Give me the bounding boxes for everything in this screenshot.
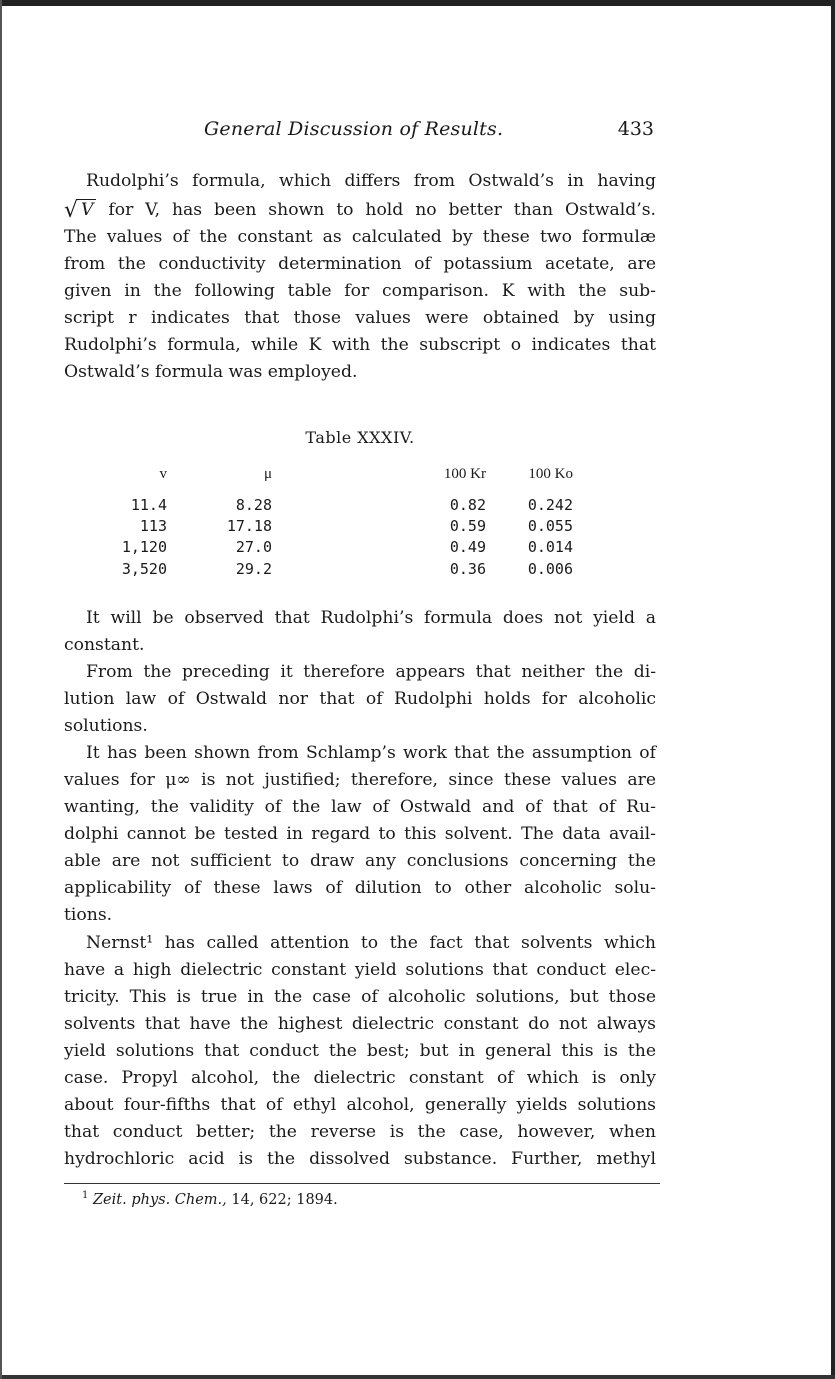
- cell-kr: 0.49: [449, 538, 486, 556]
- text-line: given in the following table for comparison. K with the sub-: [64, 281, 656, 301]
- text-line: From the preceding it therefore appears that neither the di-: [86, 662, 656, 682]
- table-row: [0, 496, 835, 518]
- cell-v: 3,520: [121, 560, 167, 578]
- page-edge-right: [831, 0, 835, 1379]
- paragraph-nernst: [64, 930, 656, 1173]
- cell-v: 113: [139, 517, 167, 535]
- cell-mu: 17.18: [226, 517, 272, 535]
- cell-mu: 29.2: [235, 560, 272, 578]
- column-header: 100 Ko: [528, 466, 573, 482]
- text-line: Rudolphi’s formula, while K with the subscript o indicates that: [64, 335, 656, 355]
- table-header-row: [0, 466, 835, 488]
- text-line: able are not sufficient to draw any conclusions concerning the: [64, 851, 656, 871]
- table-row: [0, 560, 835, 582]
- cell-ko: 0.242: [527, 496, 573, 514]
- cell-ko: 0.006: [527, 560, 573, 578]
- column-header: 100 Kr: [443, 466, 486, 482]
- text-line: The values of the constant as calculated by these two formulæ: [64, 227, 656, 247]
- text-line: solutions.: [64, 716, 148, 736]
- cell-v: 1,120: [121, 538, 167, 556]
- cell-mu: 8.28: [235, 496, 272, 514]
- text-line: dolphi cannot be tested in regard to this solvent. The data avail-: [64, 824, 656, 844]
- text-line-rest: for V, has been shown to hold no better than Ostwald’s.: [108, 200, 656, 220]
- text-line: lution law of Ostwald nor that of Rudolphi holds for alcoholic: [64, 689, 656, 709]
- text-line: about four-fifths that of ethyl alcohol, generally yields solutions: [64, 1095, 656, 1115]
- cell-kr: 0.82: [449, 496, 486, 514]
- column-header: v: [159, 466, 167, 482]
- paragraph-rudolphi-formula: [64, 168, 656, 386]
- text-line: [64, 195, 656, 224]
- text-line: hydrochloric acid is the dissolved substance. Further, methyl: [64, 1149, 656, 1169]
- text-line: Rudolphi’s formula, which differs from Ostwald’s in having: [86, 171, 656, 191]
- text-line: It has been shown from Schlamp’s work that the assumption of: [86, 743, 656, 763]
- page-edge-bottom: [0, 1375, 835, 1379]
- running-title: General Discussion of Results.: [204, 118, 504, 140]
- text-line: Ostwald’s formula was employed.: [64, 362, 358, 382]
- text-line: Nernst¹ has called attention to the fact that solvents which: [86, 933, 656, 953]
- table-row: [0, 517, 835, 539]
- text-line: tricity. This is true in the case of alcoholic solutions, but those: [64, 987, 656, 1007]
- page-edge-top: [0, 0, 835, 6]
- cell-v: 11.4: [130, 496, 167, 514]
- cell-ko: 0.014: [527, 538, 573, 556]
- paragraph-observation: [64, 605, 656, 659]
- text-line: have a high dielectric constant yield solutions that conduct elec-: [64, 960, 656, 980]
- text-line: constant.: [64, 635, 145, 655]
- square-root-expression: √ V: [64, 195, 96, 224]
- text-line: It will be observed that Rudolphi’s formula does not yield a: [86, 608, 656, 628]
- text-line: yield solutions that conduct the best; but in general this is the: [64, 1041, 656, 1061]
- paragraph-dilution-law: [64, 659, 656, 740]
- footnote-marker: 1: [82, 1190, 89, 1201]
- footnote-source: Zeit. phys. Chem.,: [92, 1191, 227, 1208]
- cell-kr: 0.36: [449, 560, 486, 578]
- text-line: values for μ∞ is not justified; therefore, since these values are: [64, 770, 656, 790]
- footnote: [82, 1190, 338, 1208]
- column-header: μ: [263, 466, 272, 482]
- footnote-divider: [64, 1183, 660, 1184]
- text-line: solvents that have the highest dielectric constant do not always: [64, 1014, 656, 1034]
- cell-ko: 0.055: [527, 517, 573, 535]
- text-line: from the conductivity determination of potassium acetate, are: [64, 254, 656, 274]
- cell-kr: 0.59: [449, 517, 486, 535]
- table-caption: Table XXXIV.: [305, 428, 415, 447]
- cell-mu: 27.0: [235, 538, 272, 556]
- text-line: case. Propyl alcohol, the dielectric constant of which is only: [64, 1068, 656, 1088]
- table-row: [0, 538, 835, 560]
- page-edge-left: [0, 0, 2, 1379]
- footnote-citation: 14, 622; 1894.: [231, 1191, 338, 1208]
- page-header: [64, 118, 656, 146]
- text-line: applicability of these laws of dilution to other alcoholic solu-: [64, 878, 656, 898]
- text-line: tions.: [64, 905, 113, 925]
- text-line: wanting, the validity of the law of Ostwald and of that of Ru-: [64, 797, 656, 817]
- sqrt-variable: V: [78, 199, 96, 220]
- text-line: script r indicates that those values were obtained by using: [64, 308, 656, 328]
- page-number: 433: [617, 118, 654, 140]
- text-line: that conduct better; the reverse is the case, however, when: [64, 1122, 656, 1142]
- paragraph-schlamp: [64, 740, 656, 929]
